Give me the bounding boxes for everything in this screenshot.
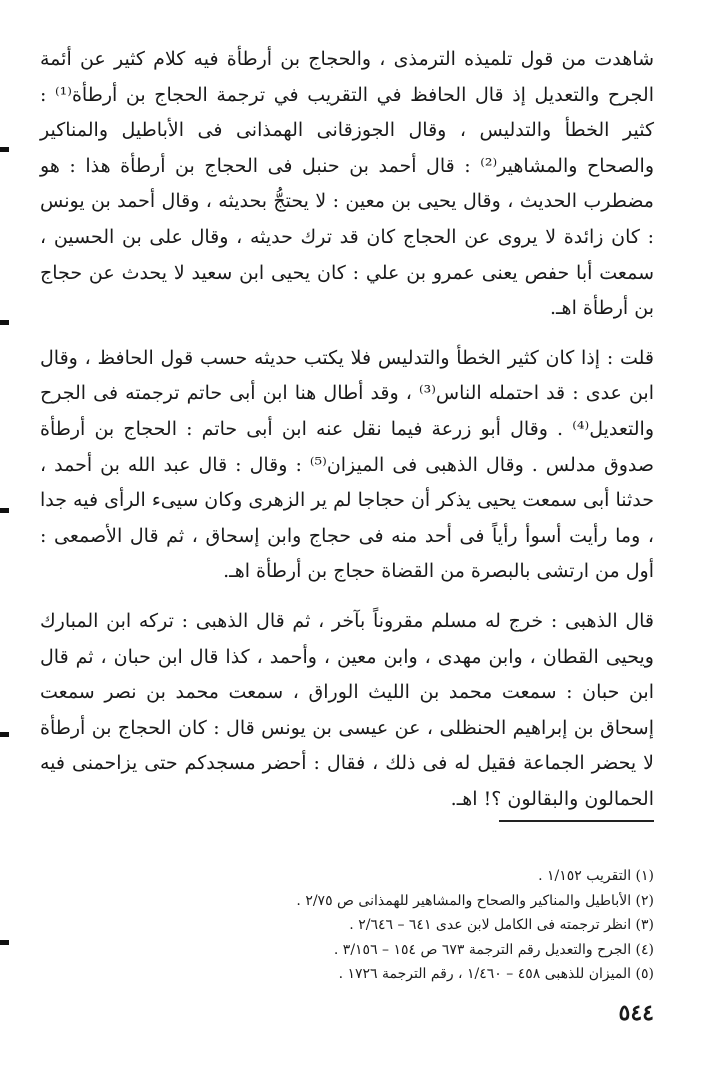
footnote-1: (١) التقريب ١/١٥٢ . bbox=[538, 868, 654, 884]
scan-edge-mark bbox=[0, 732, 9, 737]
scan-edge-mark bbox=[0, 147, 9, 152]
page-number: ٥٤٤ bbox=[618, 1000, 654, 1026]
footnote-4: (٤) الجرح والتعديل رقم الترجمة ٦٧٣ ص ١٥٤ – ٣/١٥٦ . bbox=[333, 941, 654, 958]
scan-edge-mark bbox=[0, 940, 9, 945]
footnote-3: (٣) انظر ترجمته فى الكامل لابن عدى ٦٤١ – ٢/٦٤٦ . bbox=[349, 917, 654, 933]
scan-edge-mark bbox=[0, 320, 9, 325]
footnote-2: (٢) الأباطيل والمناكير والصحاح والمشاهير للهمذانى ص ٢/٧٥ . bbox=[296, 892, 654, 909]
body-paragraph-2: قلت : إذا كان كثير الخطأ والتدليس فلا يكتب حديثه حسب قول الحافظ ، وقال ابن عدى : قد احتمله الناس⁽³⁾ ، وقد أطال هنا ابن أبى حاتم ترجمته فى الجرح والتعديل⁽⁴⁾ . وقال أبو زرعة فيما نقل عنه ابن أبى حاتم : الحجاج بن أرطأة صدوق مدلس . وقال الذهبى فى الميزان⁽⁵⁾ : وقال : قال عبد الله بن أحمد ، حدثنا أبى سمعت يحيى يذكر أن حجاجا لم ير الزهرى وكان سيىء الرأى فيه جدا ، وما رأيت أسوأ رأياً فى أحد منه فى حجاج وابن إسحاق ، ثم قال الأصمعى : أول من ارتشى بالبصرة من القضاة حجاج بن أرطأة اهـ. bbox=[40, 346, 654, 583]
footnote-divider bbox=[499, 820, 654, 822]
body-paragraph-1: شاهدت من قول تلميذه الترمذى ، والحجاج بن أرطأة فيه كلام كثير عن أئمة الجرح والتعديل إذ قال الحافظ في التقريب في ترجمة الحجاج بن أرطأة⁽¹⁾ : كثير الخطأ والتدليس ، وقال الجوزقانى الهمذانى فى الأباطيل والمناكير والصحاح والمشاهير⁽²⁾ : قال أحمد بن حنبل فى الحجاج بن أرطأة هذا : هو مضطرب الحديث ، وقال يحيى بن معين : لا يحتجُّ بحديثه ، وقال أحمد بن يونس : كان زائدة لا يروى عن الحجاج كان قد ترك حديثه ، وقال على بن الحسين ، سمعت أبا حفص يعنى عمرو بن علي : كان يحيى ابن سعيد لا يحدث عن حجاج بن أرطأة اهـ. bbox=[40, 48, 655, 320]
footnotes-list bbox=[40, 864, 654, 987]
body-paragraph-3: قال الذهبى : خرج له مسلم مقروناً بآخر ، ثم قال الذهبى : تركه ابن المبارك ويحيى القطان ، وابن مهدى ، وابن معين ، وأحمد ، كذا قال ابن حبان ، ثم قال ابن حبان : سمعت محمد بن الليث الوراق ، سمعت محمد بن نصر سمعت إسحاق بن إبراهيم الحنظلى ، عن عيسى بن يونس قال : كان الحجاج بن أرطأة لا يحضر الجماعة فقيل له فى ذلك ، فقال : أحضر مسجدكم حتى يزاحمنى فيه الحمالون والبقالون ؟! اهـ. bbox=[40, 609, 654, 810]
book-page bbox=[40, 42, 654, 1042]
footnote-5: (٥) الميزان للذهبى ٤٥٨ – ١/٤٦٠ ، رقم الترجمة ١٧٢٦ . bbox=[338, 966, 654, 982]
scan-edge-mark bbox=[0, 508, 9, 513]
